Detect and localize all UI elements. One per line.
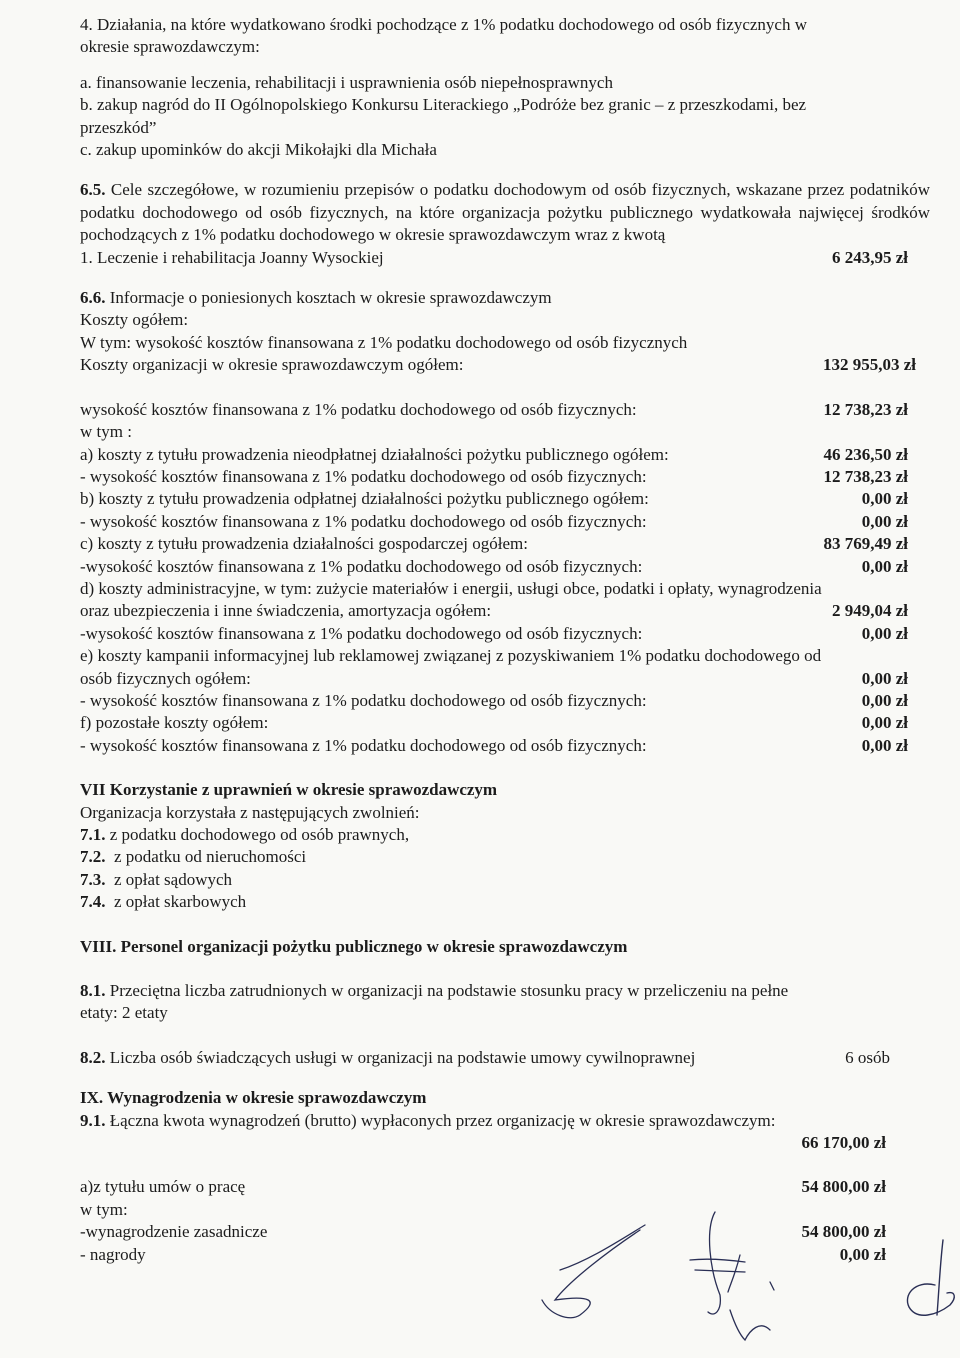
cost-row-amount: 12 738,23 zł <box>823 466 908 486</box>
cost-row <box>80 556 930 578</box>
cost-e-line1: e) koszty kampanii informacyjnej lub reklamowej związanej z pozyskiwaniem 1% podatku dochodowego od <box>80 646 822 666</box>
section9-p91-amount: 66 170,00 zł <box>801 1133 886 1153</box>
cost-f-label: f) pozostałe koszty ogółem: <box>80 713 269 733</box>
costs-total-caption: Koszty ogółem: <box>80 310 189 330</box>
cost-row-label: c) koszty z tytułu prowadzenia działalności gospodarczej ogółem: <box>80 534 528 554</box>
cost-row-label: a) koszty z tytułu prowadzenia nieodpłatnej działalności pożytku publicznego ogółem: <box>80 444 669 464</box>
costs-total-label: Koszty organizacji w okresie sprawozdawczym ogółem: <box>80 355 464 375</box>
salary-a-amount: 54 800,00 zł <box>801 1177 886 1197</box>
costs-financed-caption: W tym: wysokość kosztów finansowana z 1% podatku dochodowego od osób fizycznych <box>80 332 688 352</box>
cost-d-fin-amount: 0,00 zł <box>861 623 908 643</box>
section4-item-c: c. zakup upominków do akcji Mikołajki dla Michała <box>80 140 437 160</box>
section66-title-line <box>80 287 930 309</box>
section4-heading: 4. Działania, na które wydatkowano środki pochodzące z 1% podatku dochodowego od osób fizycznych w <box>80 15 807 34</box>
cost-row-label: b) koszty z tytułu prowadzenia odpłatnej działalności pożytku publicznego ogółem: <box>80 489 649 509</box>
section4-item-b: b. zakup nagród do II Ogólnopolskiego Konkursu Literackiego „Podróże bez granic – z przeszkodami, bez <box>80 95 807 115</box>
section4-item-b-cont: przeszkód” <box>80 117 157 137</box>
section8-p81 <box>80 980 930 1002</box>
cost-row <box>80 444 930 466</box>
section66-number: 6.6. <box>80 288 106 308</box>
cost-e-label: osób fizycznych ogółem: <box>80 668 251 688</box>
section7-item <box>80 869 930 891</box>
cost-row <box>80 511 930 533</box>
section8-p81-text: Przeciętna liczba zatrudnionych w organizacji na podstawie stosunku pracy w przeliczeniu na pełne <box>105 981 789 1001</box>
section65-number: 6.5. <box>80 180 106 200</box>
costs-fin-label: wysokość kosztów finansowana z 1% podatku dochodowego od osób fizycznych: <box>80 399 637 419</box>
section65-item <box>80 247 930 269</box>
section8-p82-number: 8.2. <box>80 1047 106 1067</box>
cost-f-fin-amount: 0,00 zł <box>861 735 908 755</box>
salary-a-row <box>80 1176 930 1198</box>
costs-total-amount: 132 955,03 zł <box>822 355 916 375</box>
section65-text: Cele szczegółowe, w rozumieniu przepisów o podatku dochodowym od osób fizycznych, wskazane przez podatników podatku dochodowego od osób fizycznych, na które organizacja pożytku publicznego wydatkowała najwięcej środków pochodzących z 1% podatku dochodowego w okresie sprawozdawczym wraz z kwotą <box>80 180 931 245</box>
section8-p82-value: 6 osób <box>845 1047 890 1067</box>
cost-f-row <box>80 712 930 734</box>
section9-p91 <box>80 1110 930 1132</box>
cost-row-label: -wysokość kosztów finansowana z 1% podatku dochodowego od osób fizycznych: <box>80 556 643 576</box>
cost-row-amount: 46 236,50 zł <box>823 444 908 464</box>
cost-row-amount: 0,00 zł <box>861 556 908 576</box>
cost-e-amount: 0,00 zł <box>861 668 908 688</box>
costs-wtym: w tym : <box>80 422 132 442</box>
cost-row-label: - wysokość kosztów finansowana z 1% podatku dochodowego od osób fizycznych: <box>80 511 647 531</box>
cost-e-fin-amount: 0,00 zł <box>861 690 908 710</box>
section7-item-number: 7.3. <box>80 869 106 889</box>
salary-base-row <box>80 1221 930 1243</box>
cost-row <box>80 466 930 488</box>
salary-base-amount: 54 800,00 zł <box>801 1222 886 1242</box>
costs-total-row <box>80 354 930 376</box>
section8-p81-number: 8.1. <box>80 981 106 1001</box>
section9-p91-number: 9.1. <box>80 1110 106 1130</box>
cost-row-amount: 0,00 zł <box>861 489 908 509</box>
cost-d-line1: d) koszty administracyjne, w tym: zużycie materiałów i energii, usługi obce, podatki i opłaty, wynagrodzenia <box>80 578 822 598</box>
cost-d-label: oraz ubezpieczenia i inne świadczenia, amortyzacja ogółem: <box>80 601 492 621</box>
cost-row <box>80 533 930 555</box>
costs-fin-amount: 12 738,23 zł <box>823 399 908 419</box>
salary-bonus-row <box>80 1244 930 1266</box>
costs-fin-row <box>80 399 930 421</box>
cost-e-fin-label: - wysokość kosztów finansowana z 1% podatku dochodowego od osób fizycznych: <box>80 690 647 710</box>
section8-p82-text: Liczba osób świadczących usługi w organizacji na podstawie umowy cywilnoprawnej <box>105 1047 696 1067</box>
section9-p91-text: Łączna kwota wynagrodzeń (brutto) wypłaconych przez organizację w okresie sprawozdawczym: <box>105 1110 776 1130</box>
section7-item <box>80 824 930 846</box>
salary-a-label: a)z tytułu umów o pracę <box>80 1177 246 1197</box>
section7-item-number: 7.4. <box>80 892 106 912</box>
section7-item-text: z podatku od nieruchomości <box>105 847 307 867</box>
section8-p81-cont: etaty: 2 etaty <box>80 1003 168 1023</box>
cost-f-fin-label: - wysokość kosztów finansowana z 1% podatku dochodowego od osób fizycznych: <box>80 735 647 755</box>
section66-title: Informacje o poniesionych kosztach w okresie sprawozdawczym <box>109 288 552 308</box>
section65-paragraph <box>80 179 930 246</box>
section4-item-a: a. finansowanie leczenia, rehabilitacji i usprawnienia osób niepełnosprawnych <box>80 72 613 92</box>
section7-item-text: z opłat sądowych <box>105 869 233 889</box>
section9-heading: IX. Wynagrodzenia w okresie sprawozdawczym <box>80 1088 427 1108</box>
section8-p82 <box>80 1047 890 1069</box>
cost-d-fin-label: -wysokość kosztów finansowana z 1% podatku dochodowego od osób fizycznych: <box>80 623 643 643</box>
section7-item <box>80 891 930 913</box>
document-page <box>80 14 930 1266</box>
section7-heading: VII Korzystanie z uprawnień w okresie sprawozdawczym <box>80 780 498 800</box>
cost-e-row <box>80 668 930 690</box>
cost-d-fin-row <box>80 623 930 645</box>
section7-item <box>80 846 930 868</box>
section7-intro: Organizacja korzystała z następujących zwolnień: <box>80 802 420 822</box>
section7-item-number: 7.1. <box>80 825 106 844</box>
cost-row-label: - wysokość kosztów finansowana z 1% podatku dochodowego od osób fizycznych: <box>80 466 647 486</box>
cost-e-fin-row <box>80 690 930 712</box>
cost-f-amount: 0,00 zł <box>861 713 908 733</box>
cost-row-amount: 0,00 zł <box>861 511 908 531</box>
section7-item-number: 7.2. <box>80 847 106 867</box>
section8-heading: VIII. Personel organizacji pożytku publicznego w okresie sprawozdawczym <box>80 936 628 956</box>
salary-bonus-label: - nagrody <box>80 1244 146 1264</box>
cost-row <box>80 488 930 510</box>
salary-bonus-amount: 0,00 zł <box>839 1244 886 1264</box>
section65-item-label: 1. Leczenie i rehabilitacja Joanny Wysockiej <box>80 247 384 267</box>
salary-wtym: w tym: <box>80 1199 128 1219</box>
cost-d-amount: 2 949,04 zł <box>831 601 908 621</box>
cost-row-amount: 83 769,49 zł <box>823 534 908 554</box>
cost-d-row <box>80 600 930 622</box>
section4-heading-cont: okresie sprawozdawczym: <box>80 37 260 57</box>
salary-base-label: -wynagrodzenie zasadnicze <box>80 1222 268 1242</box>
cost-f-fin-row <box>80 735 930 757</box>
section7-item-text: z podatku dochodowego od osób prawnych, <box>105 825 410 844</box>
section65-item-amount: 6 243,95 zł <box>831 247 908 267</box>
section7-item-text: z opłat skarbowych <box>105 892 247 912</box>
